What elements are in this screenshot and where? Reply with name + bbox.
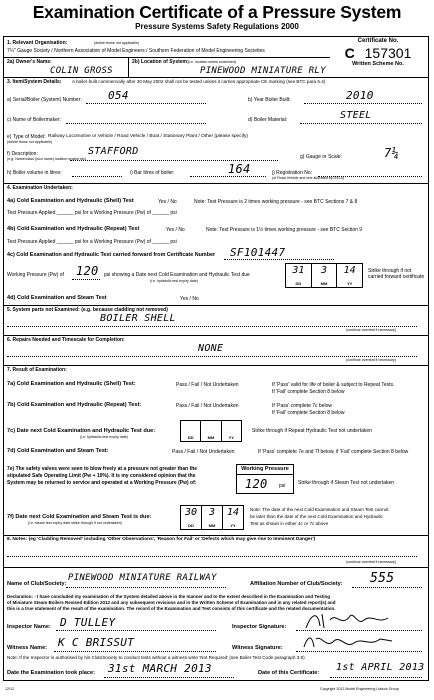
page-title: Examination Certificate of a Pressure System [32,2,402,22]
working-pressure-unit: psi [279,483,286,489]
witness-note: Note: If the Inspector is authorised by his Club/Society to conduct tests without a witness write 'Not Required' (see Boiler Test Code paragraph 3.9) [7,655,305,660]
working-pressure-final: 120 [245,477,268,491]
result-repeat-options: Pass / Fail / Not Undertaken [176,403,239,409]
cert-date-label: Date of this Certificate: [258,670,320,676]
inspector-name-value: D TULLEY [60,616,116,629]
boiler-material-value: STEEL [340,110,372,121]
hydraulic-due-strike: Strike through if Repeat Hydraulic Test not undertaken [252,428,372,434]
item-details-note: A boiler built commercially after 30 May 2002 shall not be tested unless it carries appropriate CE marking (see BTC para 6.4) [72,79,326,84]
working-pressure-title: Working Pressure [241,466,289,472]
result-shell-label: 7a) Cold Examination and Hydraulic (Shell) Test: [7,381,136,387]
gauge-label: g) Gauge or Scale: [300,154,342,160]
repeat-test-pressure: Test Pressure Applied ______ psi for a Working Pressure (Pw) of ______ psi [7,239,177,245]
model-type-label: e) Type of Model: [7,134,46,140]
steam-due-date: 30 DD 3 MM 14 YY [180,505,244,530]
exam-date-label: Date the Examination took place: [7,670,95,676]
result-repeat-label: 7b) Cold Examination and Hydraulic (Repeat) Test: [7,402,142,408]
steam-test-label: 4d) Cold Examination and Steam Test [7,295,107,301]
page-subtitle: Pressure Systems Safety Regulations 2000 [135,22,299,31]
steam-due-day: 30 [184,507,198,518]
model-type-note: (delete those not applicable) [7,140,53,144]
result-steam-label: 7d) Cold Examination and Steam Test: [7,448,109,454]
inspector-name-label: Inspector Name: [7,624,51,630]
witness-signature-mark [300,633,396,653]
bar-litres-value: 164 [228,162,251,176]
steam-due-note: (i.e. steam test expiry date strike through if not undertaken) [28,521,122,525]
notes-label: 8. Notes: (eg 'Cladding Removed' including 'Other Observations', 'Reason for Fail' or 'Defects which may give rise to Imminent Danger') [7,537,316,542]
working-pressure-note: (i.e. hydraulic test expiry date) [150,279,198,283]
steam-due-year: 14 [226,507,240,518]
cert-date-value: 1st APRIL 2013 [336,662,425,673]
boiler-material-label: d) Boiler Material: [248,117,288,123]
relevant-organisation-options: 7¼" Gauge Society / Northern Association of Model Engineers / Southern Federation of Model Engineering Societies [7,48,265,54]
repairs-needed-value: NONE [198,343,224,354]
repairs-needed-label: 6. Repairs Needed and Timescale for Completion: [7,337,125,343]
declaration-line3: this is a true statement of the result of the examination. The record of the Examination and Test consists of this certificate and the related documentation. [7,606,336,611]
carried-forward-strike-note: Strike through if not carried forward certificate [368,268,425,280]
relevant-organisation-note: (delete those not applicable) [94,41,140,45]
serial-number-value: 054 [108,89,129,102]
model-type-options: Railway Locomotive or Vehicle / Road Vehicle / Boat / Stationary Plant / Other (please specify) [48,134,248,139]
parts-not-examined-value: BOILER SHELL [100,313,176,324]
registration-label: j) Registration No: [272,170,313,176]
cf-month: 3 [320,265,328,276]
working-pressure-after: psi showing a Date next Cold Examination and Hydraulic Test due [104,272,250,278]
safety-valve-line2: stipulated Safe Operating Limit (Pw + 10%). It is my considered opinion that the [7,473,196,479]
written-scheme-label: Written Scheme No. [352,61,404,67]
certificate-number-label: Certificate No. [357,38,399,44]
repeat-test-note: Note: Test Pressure is 1½ times working pressure - see BTC Section 9 [206,227,363,233]
cf-year: 14 [343,265,356,276]
steam-due-label: 7f) Date next Cold Examination and Steam Test is due: [7,514,152,520]
witness-signature-label: Witness Signature: [232,645,283,651]
owner-name-label: 2a) Owner's Name: [7,59,52,65]
registration-note: (of Road Vehicle and one allocated by DVLA) [272,176,345,180]
steam-due-side3: Test as shown in either 4c or 7c above [250,521,329,526]
inspector-signature-label: Inspector Signature: [232,624,287,630]
result-steam-note: If 'Pass' complete 7e and 7f below, if 'Fail' complete Section 8 below [258,449,409,455]
notes-cont: (continue overleaf if necessary) [346,560,396,564]
steam-strike-note: Strike through if Steam Test not undertaken [298,480,395,486]
carried-forward-cert: SF101447 [230,246,286,259]
shell-test-pressure: Test Pressure Applied ______ psi for a Working Pressure (Pw) of ______ psi [7,210,177,216]
description-value: STAFFORD [88,146,139,157]
footer-copyright: Copyright 2012 Model Engineering Liaison Group [320,687,399,691]
exam-undertaken-label: 4. Examination Undertaken: [7,185,73,191]
hydraulic-due-label: 7c) Date next Cold Examination and Hydraulic Test due: [7,428,156,434]
repeat-test-yesno: Yes / No [166,227,185,233]
witness-name-value: K C BRISSUT [58,636,135,649]
working-pressure-value: 120 [76,264,99,278]
declaration-line2: of Miniature Steam Boilers Revised Edition 2012 and any subsequent revisions and in the Written Scheme of Examination and in any related report(s) and [7,600,336,605]
affiliation-value: 555 [370,571,395,586]
exam-date-value: 31st MARCH 2013 [108,662,212,675]
safety-valve-line1: 7e) The safety valves were seen to blow freely at a pressure not greater than the [7,466,198,472]
location-label: 2b) Location of System: [132,59,189,65]
result-steam-options: Pass / Fail / Not Undertaken [172,449,235,455]
shell-test-note: Note: Test Pressure is 2 times working pressure - see BTC Sections 7 & 8 [194,199,358,205]
year-built-label: b) Year Boiler Built: [248,97,291,103]
hydraulic-due-date: DD MM YY [180,420,242,442]
relevant-organisation-label: 1. Relevant Organisation: [7,40,68,46]
item-details-label: 3. Item/System Details: [7,79,62,85]
serial-number-label: a) Serial/Boiler (System) Number: [7,97,82,103]
owner-name-value: COLIN GROSS [50,66,113,76]
witness-name-label: Witness Name: [7,645,48,651]
result-shell-options: Pass / Fail / Not Undertaken [176,382,239,388]
parts-not-examined-label: 5. System parts not Examined: (e.g. because cladding not removed) [7,307,168,313]
hydraulic-due-note: (i.e. hydraulic test expiry date) [80,435,128,439]
location-value: PINEWOOD MINIATURE RLY [200,66,326,76]
certificate-number-block [330,38,426,67]
result-shell-note: If 'Pass' valid for life of boiler & subject to Repeat Tests. [272,382,395,388]
repairs-needed-cont: (continue overleaf if necessary) [346,358,396,362]
cf-day: 31 [292,265,305,276]
steam-due-month: 3 [208,507,216,518]
bar-litres-label: i) Bar litres of boiler: [130,170,175,176]
description-label: f) Description: [7,151,38,157]
shell-test-label: 4a) Cold Examination and Hydraulic (Shell) Test [7,198,134,204]
footer-code: 12/12 [5,687,14,691]
boiler-volume-label: h) Boiler volume in litres: [7,170,62,176]
location-note: (i.e. location where examined) [188,60,236,64]
club-label: Name of Club/Society: [7,581,67,587]
description-note: (e.g. Name/class (loco name) location engine etc) [7,157,87,161]
working-pressure-label: Working Pressure (Pw) of [7,272,64,278]
parts-not-examined-cont: (continue overleaf if necessary) [346,328,396,332]
steam-due-side1: Note: The date of the next Cold Examination and Steam Test cannot [250,507,389,512]
result-label: 7. Result of Examination: [7,367,67,373]
working-pressure-box [236,464,294,494]
result-repeat-note2: If 'Fail' complete Section 8 below [272,410,345,416]
year-built-value: 2010 [346,89,374,102]
carried-forward-label: 4c) Cold Examination and Hydraulic Test carried forward from Certificate Number [7,252,216,258]
result-repeat-note: If 'Pass' complete 7c below [272,403,332,409]
certificate-letter: C [344,45,355,61]
inspector-signature-mark [302,610,392,632]
carried-forward-date: 31 DD 3 MM 14 YY [285,263,363,288]
safety-valve-line3: System may be returned to service and operated at a Working Pressure (Pw) of: [7,480,197,486]
repeat-test-label: 4b) Cold Examination and Hydraulic (Repeat) Test [7,226,140,232]
steam-test-yesno: Yes / No [180,296,199,302]
steam-due-side2: be later than the date of the next Cold Examination and Hydraulic [250,514,383,519]
declaration-line1: Declaration: - I have concluded my examination of the System detailed above in the manner and to the extent described in the Examination and Testing [7,594,330,599]
gauge-value: 7¼ [384,146,400,160]
shell-test-yesno: Yes / No [158,199,177,205]
boilermaker-label: c) Name of Boilermaker: [7,117,61,123]
result-shell-note2: If 'Fail' complete Section 8 below [272,389,345,395]
club-value: PINEWOOD MINIATURE RAILWAY [68,573,217,583]
affiliation-label: Affiliation Number of Club/Society: [250,581,343,587]
certificate-number: 157301 [364,45,412,61]
